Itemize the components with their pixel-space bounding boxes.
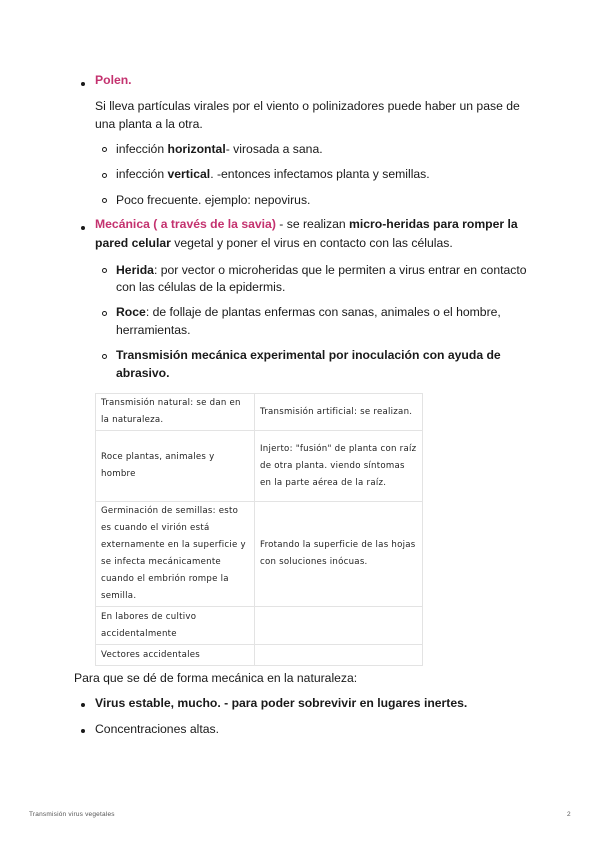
bold-term: horizontal [167, 142, 226, 156]
table-cell [255, 645, 423, 666]
polen-heading: Polen. [95, 73, 132, 87]
text-fragment: : de follaje de plantas enfermas con sanas, animales o el hombre, [145, 305, 501, 319]
table-cell: En labores de cultivo accidentalmente [96, 607, 255, 645]
text-fragment: - se realizan [275, 217, 350, 231]
page-number: 2 [567, 811, 571, 818]
table-cell: Roce plantas, animales y hombre [96, 431, 255, 502]
table-cell: Vectores accidentales [96, 645, 255, 666]
polen-paragraph-line-2: una planta a la otra. [95, 117, 203, 131]
text-fragment: vegetal y poner el virus en contacto con las células. [170, 236, 453, 250]
table-row [96, 431, 423, 502]
roce-line-1 [116, 303, 501, 321]
sub-bullet-icon [102, 311, 107, 316]
table-cell: Frotando la superficie de las hojas con soluciones inócuas. [255, 502, 423, 607]
text-fragment: . -entonces infectamos planta y semillas. [210, 167, 430, 181]
polen-sub-item-frecuencia: Poco frecuente. ejemplo: nepovirus. [116, 193, 311, 207]
bold-term: Transmisión mecánica experimental por inoculación con ayuda de [116, 348, 501, 362]
bullet-icon [81, 703, 85, 707]
sub-bullet-icon [102, 354, 107, 359]
mecanica-heading: Mecánica ( a través de la savia) [95, 217, 276, 231]
sub-bullet-icon [102, 268, 107, 273]
bullet-icon [81, 82, 85, 86]
polen-paragraph-line-1: Si lleva partículas virales por el viento o polinizadores puede haber un pase de [95, 99, 520, 113]
bold-term: Herida [116, 263, 154, 277]
mecanica-paragraph-line-2 [95, 234, 453, 252]
table-row [96, 394, 423, 431]
bullet-icon [81, 729, 85, 733]
bold-term: micro-heridas para romper la [349, 217, 518, 231]
table-cell: Transmisión natural: se dan en la naturaleza. [96, 394, 255, 431]
sub-bullet-icon [102, 198, 107, 203]
bold-term: Roce [116, 305, 146, 319]
footer-title: Transmisión virus vegetales [29, 811, 115, 818]
table-cell: Injerto: "fusión" de planta con raíz de otra planta. viendo síntomas en la parte aérea de la raíz. [255, 431, 423, 502]
naturaleza-item-2: Concentraciones altas. [95, 722, 219, 736]
naturaleza-intro: Para que se dé de forma mecánica en la naturaleza: [74, 671, 358, 685]
table-row [96, 502, 423, 607]
text-fragment: : por vector o microheridas que le permiten a virus entrar en contacto [153, 263, 527, 277]
bold-term: pared celular [95, 236, 171, 250]
sub-bullet-icon [102, 147, 107, 152]
bullet-icon [81, 226, 85, 230]
sub-bullet-icon [102, 173, 107, 178]
herida-line-1 [116, 261, 527, 279]
bold-term: Virus estable, mucho. - para poder sobrevivir en lugares inertes. [95, 696, 468, 710]
naturaleza-item-1 [95, 694, 467, 712]
polen-sub-item-vertical [116, 165, 430, 183]
roce-line-2: herramientas. [116, 323, 191, 337]
bold-term: vertical [167, 167, 211, 181]
experimental-line-2 [116, 364, 170, 382]
table-cell: Germinación de semillas: esto es cuando el virión está externamente en la superficie y se infecta mecánicamente cuando el embrión rompe la semilla. [96, 502, 255, 607]
text-fragment: - virosada a sana. [225, 142, 323, 156]
bold-term: abrasivo. [116, 366, 170, 380]
table-row [96, 645, 423, 666]
polen-sub-item-horizontal [116, 140, 323, 158]
text-fragment: infección [116, 142, 168, 156]
table-cell [255, 607, 423, 645]
mecanica-paragraph-line-1 [95, 215, 518, 233]
text-fragment: infección [116, 167, 168, 181]
table-row [96, 607, 423, 645]
experimental-line-1 [116, 346, 501, 364]
transmission-table [95, 393, 423, 666]
herida-line-2: con las células de la epidermis. [116, 280, 286, 294]
table-cell: Transmisión artificial: se realizan. [255, 394, 423, 431]
